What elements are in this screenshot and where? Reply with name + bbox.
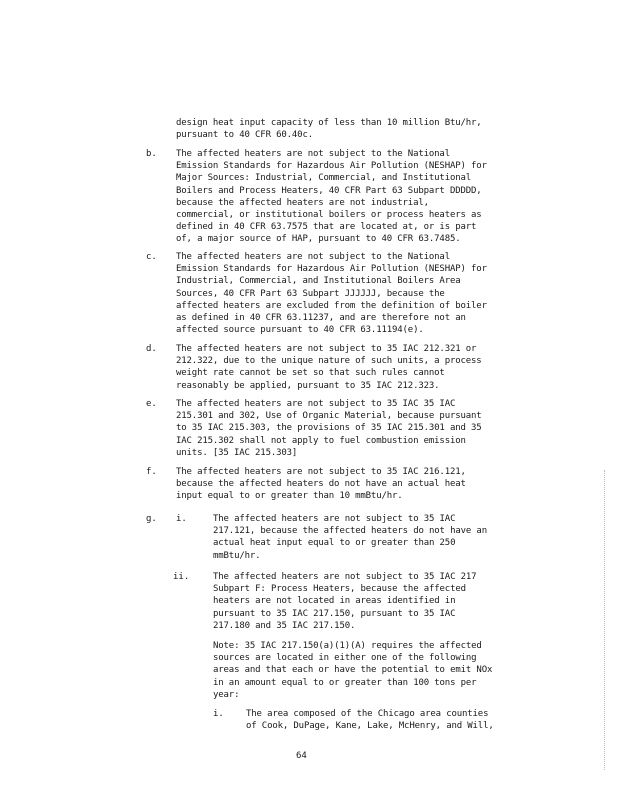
item-d-text: The affected heaters are not subject to 35 IAC 212.321 or 212.322, due to the unique nature of such units, a process weight rate cannot be set so that such rules cannot reasonably be applied, pursuant to 35 IAC 212.323. [176, 344, 482, 391]
item-g-sub1-text: The affected heaters are not subject to 35 IAC 217.121, because the affected heaters do not have an actual heat input equal to or greater than 250 mmBtu/hr. [213, 514, 487, 561]
item-b-label: b. [146, 149, 157, 159]
item-c-label: c. [146, 252, 157, 262]
item-f-label: f. [146, 467, 157, 477]
scan-margin-artifact [604, 470, 606, 770]
item-g-label: g. [146, 514, 157, 524]
item-c-text: The affected heaters are not subject to the National Emission Standards for Hazardous Air Pollution (NESHAP) for Industrial, Commercial, and Institutional Boilers Area Sources, 40 CFR Part 63 Subpart JJJJJJ, because the affected heaters are excluded from the definition of boiler as defined in 40 CFR 63.11237, and are therefore not an affected source pursuant to 40 CFR 63.11194(e). [176, 252, 487, 336]
item-g-sub2-text: The affected heaters are not subject to 35 IAC 217 Subpart F: Process Heaters, because the affected heaters are not located in areas identified in pursuant to 35 IAC 217.150, pursuant to 35 IAC 217.180 and 35 IAC 217.150. [213, 572, 477, 631]
item-g-note: Note: 35 IAC 217.150(a)(1)(A) requires the affected sources are located in either one of the following areas and that each or have the potential to emit NOx in an amount equal to or greater than 100 tons per year: [213, 641, 493, 700]
item-d-label: d. [146, 344, 157, 354]
item-e-text: The affected heaters are not subject to 35 IAC 35 IAC 215.301 and 302, Use of Organic Material, because pursuant to 35 IAC 215.303, the provisions of 35 IAC 215.301 and 35 IAC 215.302 shall not apply to fuel combustion emission units. [35 IAC 215.303] [176, 399, 482, 458]
item-g-sub3-text: The area composed of the Chicago area counties of Cook, DuPage, Kane, Lake, McHenry, and Will, [246, 709, 494, 732]
page-number: 64 [296, 751, 307, 761]
item-f-text: The affected heaters are not subject to 35 IAC 216.121, because the affected heaters do not have an actual heat input equal to or greater than 10 mmBtu/hr. [176, 467, 466, 502]
item-b-text: The affected heaters are not subject to the National Emission Standards for Hazardous Air Pollution (NESHAP) for Major Sources: Industrial, Commercial, and Institutional Boilers and Process Heaters, 40 CFR Part 63 Subpart DDDDD, because the affected heaters are not industrial, commercial, or institutional boilers or process heaters as defined in 40 CFR 63.7575 that are located at, or is part of, a major source of HAP, pursuant to 40 CFR 63.7485. [176, 149, 487, 245]
item-g-sub1-label: i. [176, 514, 187, 524]
item-g-sub3-label: i. [213, 709, 224, 719]
item-e-label: e. [146, 399, 157, 409]
intro-paragraph: design heat input capacity of less than 10 million Btu/hr, pursuant to 40 CFR 60.40c. [176, 118, 482, 141]
item-g-sub2-label: ii. [173, 572, 190, 582]
